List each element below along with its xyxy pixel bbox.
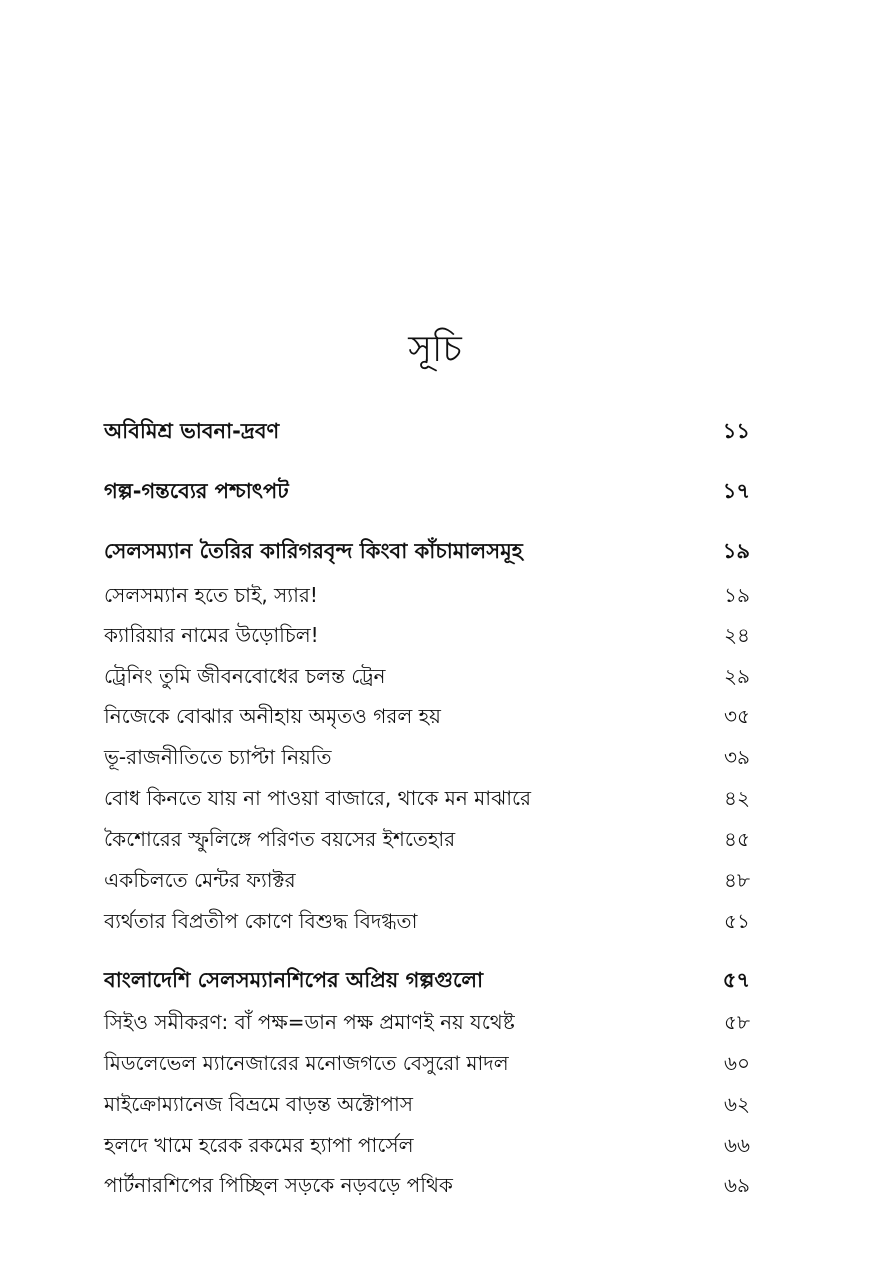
toc-entry-page: ২৪ <box>724 623 750 647</box>
toc-entry-page: ৪২ <box>724 786 750 810</box>
toc-entry-page: ১৯ <box>724 583 750 607</box>
toc-entry-title: হলদে খামে হরেক রকমের হ্যাপা পার্সেল <box>104 1133 414 1157</box>
toc-entry-page: ৩৫ <box>724 704 750 728</box>
toc-entry-title: বাংলাদেশি সেলসম্যানশিপের অপ্রিয় গল্পগুলো <box>104 968 484 992</box>
toc-entry <box>104 531 750 571</box>
toc-entry-page: ১১ <box>722 419 750 443</box>
toc-entry <box>104 1165 750 1205</box>
toc-entry-title: ব্যর্থতার বিপ্রতীপ কোণে বিশুদ্ধ বিদগ্ধতা <box>104 909 418 933</box>
toc-entry <box>104 737 750 777</box>
toc-entry-title: নিজেকে বোঝার অনীহায় অমৃতও গরল হয় <box>104 704 441 728</box>
toc-entry <box>104 411 750 451</box>
toc-entry-page: ৫১ <box>724 909 750 933</box>
toc-entry-page: ৬৯ <box>724 1173 750 1197</box>
toc-entry <box>104 1125 750 1165</box>
toc-entry-page: ৬৬ <box>723 1133 750 1157</box>
toc-entry-title: পার্টনারশিপের পিচ্ছিল সড়কে নড়বড়ে পথিক <box>104 1173 453 1197</box>
toc-entry <box>104 901 750 941</box>
page-title: সূচি <box>408 329 462 370</box>
toc-entry-page: ১৭ <box>722 479 750 503</box>
toc-entry <box>104 1043 750 1083</box>
toc-entry-title: সেলসম্যান হতে চাই, স্যার! <box>104 583 318 607</box>
toc-entry <box>104 1002 750 1042</box>
toc-entry-title: মাইক্রোম্যানেজ বিভ্রমে বাড়ন্ত অক্টোপাস <box>104 1092 414 1116</box>
toc-entry <box>104 960 750 1000</box>
toc-entry-title: অবিমিশ্র ভাবনা-দ্রবণ <box>104 419 280 443</box>
toc-entry-page: ১৯ <box>722 539 750 563</box>
toc-entry <box>104 575 750 615</box>
toc-entry-page: ৩৯ <box>724 745 750 769</box>
toc-entry-page: ৬২ <box>723 1092 750 1116</box>
toc-entry <box>104 696 750 736</box>
toc-entry-title: ট্রেনিং তুমি জীবনবোধের চলন্ত ট্রেন <box>104 664 386 688</box>
toc-entry-title: বোধ কিনতে যায় না পাওয়া বাজারে, থাকে মন মাঝারে <box>104 786 532 810</box>
toc-entry <box>104 860 750 900</box>
toc-entry-title: সেলসম্যান তৈরির কারিগরবৃন্দ কিংবা কাঁচামালসমূহ <box>104 539 523 563</box>
toc-entry-title: সিইও সমীকরণ: বাঁ পক্ষ=ডান পক্ষ প্রমাণই নয় যথেষ্ট <box>104 1010 515 1034</box>
toc-entry-title: মিডলেভেল ম্যানেজারের মনোজগতে বেসুরো মাদল <box>104 1051 509 1075</box>
toc-entry-page: ৫৮ <box>724 1010 750 1034</box>
toc-entry-page: ২৯ <box>724 664 750 688</box>
toc-entry <box>104 615 750 655</box>
toc-entry-page: ৪৫ <box>724 827 750 851</box>
toc-entry-title: কৈশোরের স্ফুলিঙ্গে পরিণত বয়সের ইশতেহার <box>104 827 456 851</box>
toc-entry <box>104 1084 750 1124</box>
toc-entry-title: ভূ-রাজনীতিতে চ্যাপ্টা নিয়তি <box>104 745 332 769</box>
toc-entry-page: ৪৮ <box>724 868 750 892</box>
toc-entry-page: ৬০ <box>723 1051 750 1075</box>
toc-entry-title: ক্যারিয়ার নামের উড়োচিল! <box>104 623 319 647</box>
toc-entry <box>104 778 750 818</box>
toc-entry <box>104 471 750 511</box>
toc-entry-page: ৫৭ <box>722 968 750 992</box>
toc-entry-title: গল্প-গন্তব্যের পশ্চাৎপট <box>104 479 289 503</box>
toc-entry <box>104 819 750 859</box>
toc-entry-title: একচিলতে মেন্টর ফ্যাক্টর <box>104 868 296 892</box>
toc-entry <box>104 656 750 696</box>
